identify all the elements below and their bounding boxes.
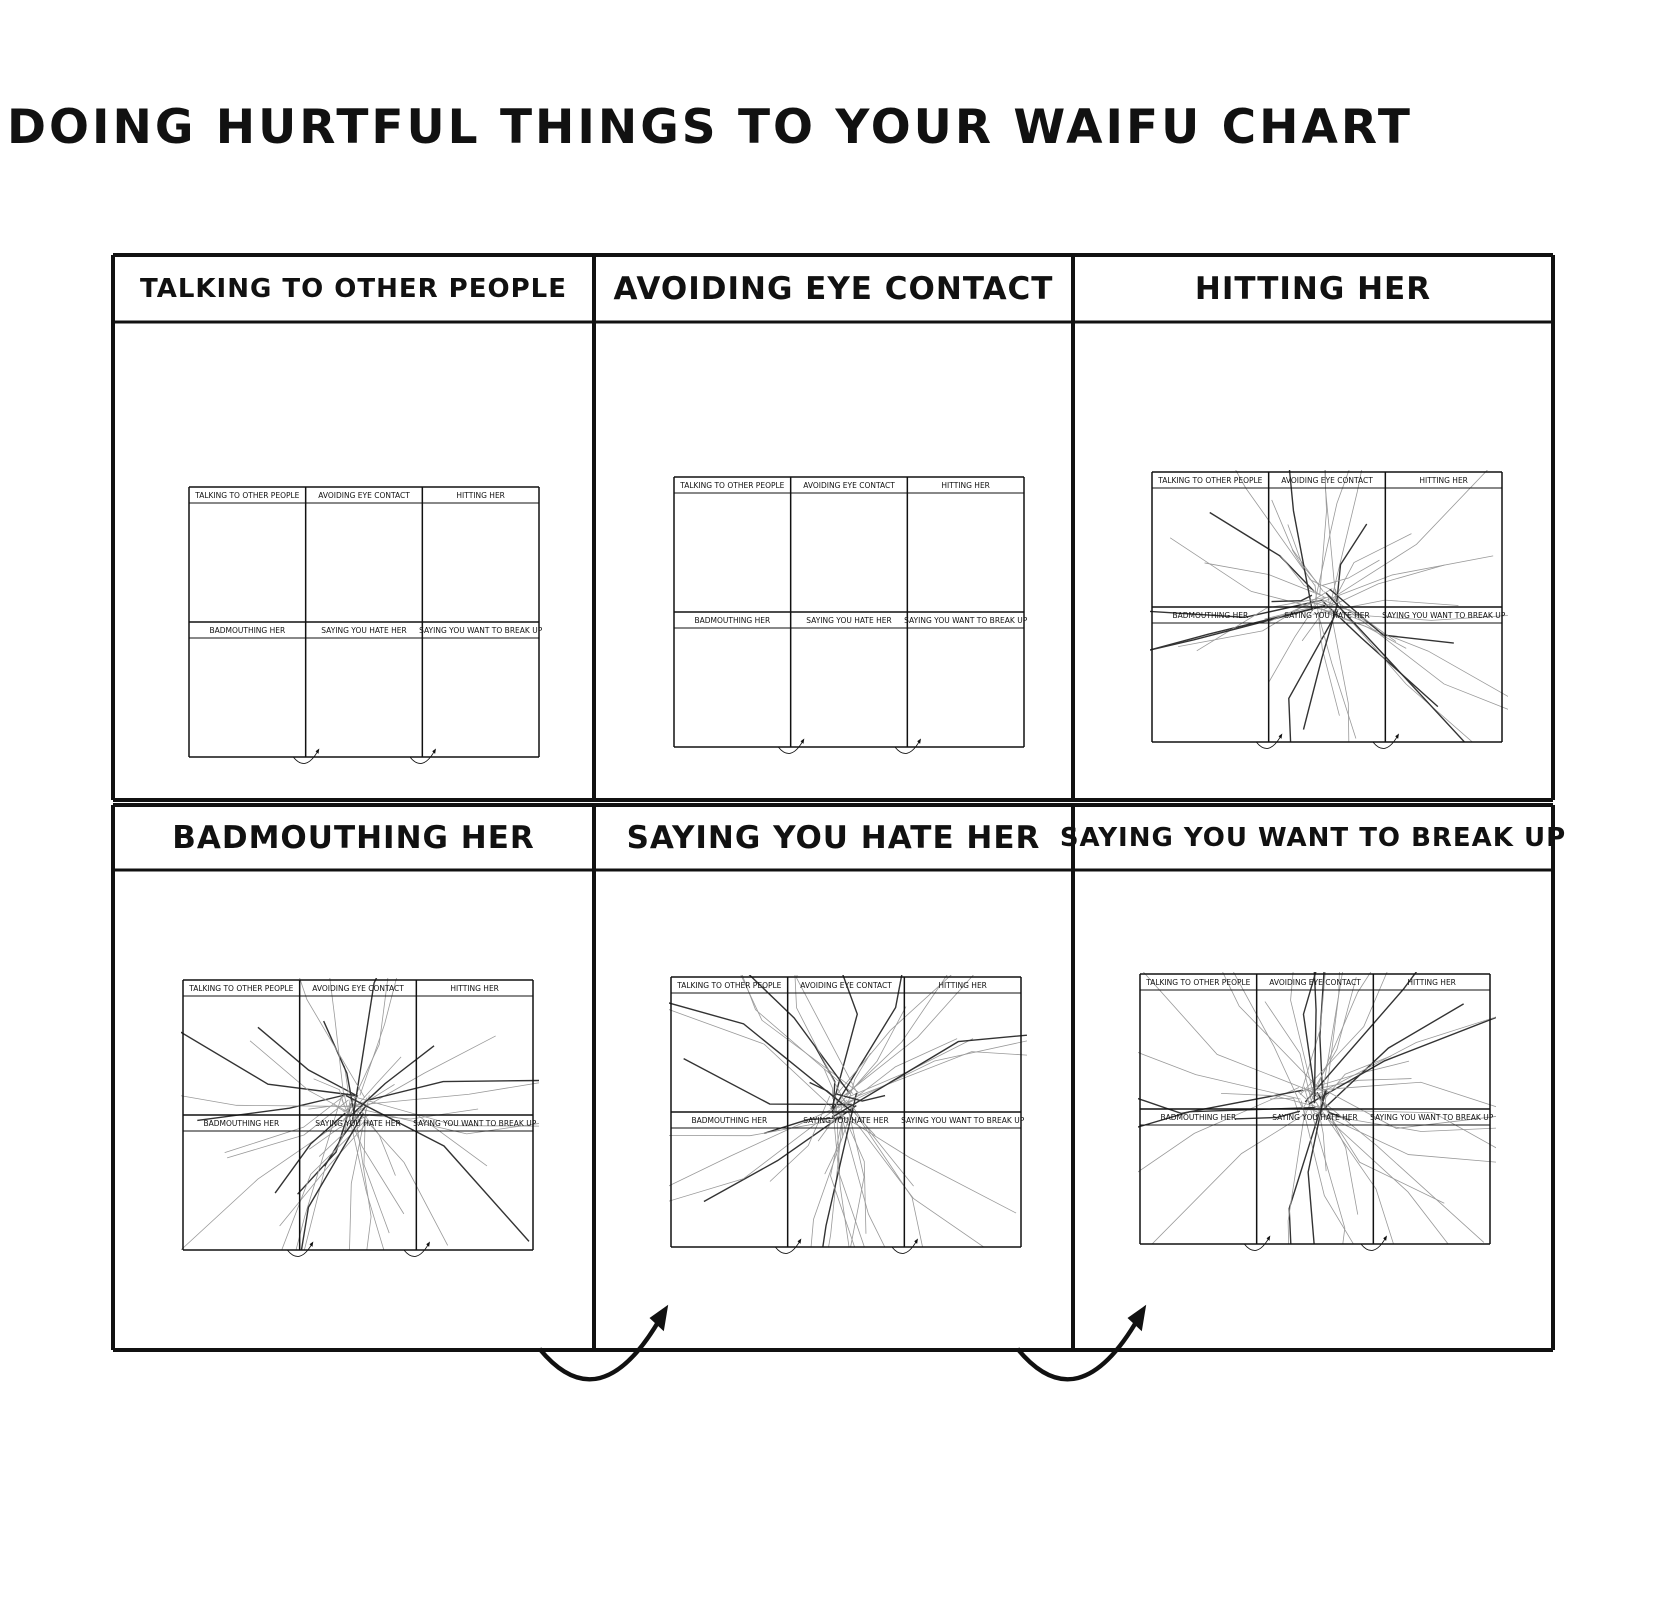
main-arrow-head — [650, 1305, 669, 1331]
mini-cell-label: SAYING YOU HATE HER — [1272, 1113, 1358, 1122]
mini-cell-label: SAYING YOU WANT TO BREAK UP — [419, 626, 543, 635]
mini-arrow-head — [1383, 1236, 1387, 1241]
mini-cell-label: AVOIDING EYE CONTACT — [1269, 978, 1361, 987]
mini-cell-label: SAYING YOU HATE HER — [1284, 611, 1370, 620]
mini-cell-label: TALKING TO OTHER PEOPLE — [1158, 476, 1263, 485]
cracked-chart-thumbnail — [1150, 470, 1510, 764]
mini-cell-label: SAYING YOU WANT TO BREAK UP — [1370, 1113, 1494, 1122]
main-arrow-head — [1128, 1305, 1147, 1331]
panel-label: AVOIDING EYE CONTACT — [613, 270, 1054, 307]
mini-cell-label: SAYING YOU HATE HER — [806, 616, 892, 625]
cracked-chart-thumbnail — [1138, 972, 1498, 1266]
mini-cell-label: TALKING TO OTHER PEOPLE — [195, 491, 300, 500]
mini-cell-label: AVOIDING EYE CONTACT — [1281, 476, 1373, 485]
mini-cell-label: SAYING YOU WANT TO BREAK UP — [901, 1116, 1025, 1125]
cracked-chart-thumbnail — [669, 975, 1029, 1269]
mini-cell-label: TALKING TO OTHER PEOPLE — [680, 481, 785, 490]
mini-cell-label: BADMOUTHING HER — [203, 1119, 280, 1128]
mini-cell-label: HITTING HER — [456, 491, 505, 500]
mini-arrow-head — [798, 1239, 802, 1244]
mini-cell-label: TALKING TO OTHER PEOPLE — [189, 984, 294, 993]
mini-cell-label: AVOIDING EYE CONTACT — [318, 491, 410, 500]
mini-cell-label: HITTING HER — [1407, 978, 1456, 987]
chart-title: DOING HURTFUL THINGS TO YOUR WAIFU CHART — [7, 100, 1413, 155]
mini-cell-label: BADMOUTHING HER — [1160, 1113, 1237, 1122]
mini-arrow-head — [914, 1239, 918, 1244]
mini-arrow-head — [426, 1242, 430, 1247]
mini-cell-label: HITTING HER — [941, 481, 990, 490]
mini-cell-label: HITTING HER — [1419, 476, 1468, 485]
cracked-chart-thumbnail — [181, 978, 541, 1272]
mini-cell-label: SAYING YOU WANT TO BREAK UP — [904, 616, 1028, 625]
mini-cell-label: AVOIDING EYE CONTACT — [800, 981, 892, 990]
panel-label: SAYING YOU WANT TO BREAK UP — [1059, 822, 1567, 853]
panel-label: HITTING HER — [1194, 270, 1432, 307]
mini-cell-label: SAYING YOU HATE HER — [321, 626, 407, 635]
mini-arrow-head — [1395, 734, 1399, 739]
mini-cell-label: HITTING HER — [450, 984, 499, 993]
chart-thumbnail — [187, 485, 547, 779]
mini-arrow-head — [917, 739, 921, 744]
mini-cell-label: SAYING YOU WANT TO BREAK UP — [413, 1119, 537, 1128]
mini-cell-label: BADMOUTHING HER — [1172, 611, 1249, 620]
panel-label: BADMOUTHING HER — [172, 819, 535, 856]
mini-cell-label: TALKING TO OTHER PEOPLE — [677, 981, 782, 990]
chart-thumbnail — [672, 475, 1032, 769]
mini-cell-label: TALKING TO OTHER PEOPLE — [1146, 978, 1251, 987]
mini-cell-label: HITTING HER — [938, 981, 987, 990]
mini-arrow-head — [1279, 734, 1283, 739]
mini-cell-label: AVOIDING EYE CONTACT — [803, 481, 895, 490]
mini-arrow-head — [316, 749, 320, 754]
mini-cell-label: BADMOUTHING HER — [691, 1116, 768, 1125]
mini-arrow-head — [1267, 1236, 1271, 1241]
mini-arrow-head — [432, 749, 436, 754]
mini-cell-label: BADMOUTHING HER — [209, 626, 286, 635]
panel-label: SAYING YOU HATE HER — [626, 819, 1041, 856]
panel-label: TALKING TO OTHER PEOPLE — [139, 273, 567, 304]
mini-cell-label: AVOIDING EYE CONTACT — [312, 984, 404, 993]
mini-cell-label: SAYING YOU HATE HER — [315, 1119, 401, 1128]
mini-arrow-head — [310, 1242, 314, 1247]
mini-cell-label: BADMOUTHING HER — [694, 616, 771, 625]
mini-cell-label: SAYING YOU HATE HER — [803, 1116, 889, 1125]
mini-arrow-head — [801, 739, 805, 744]
mini-cell-label: SAYING YOU WANT TO BREAK UP — [1382, 611, 1506, 620]
